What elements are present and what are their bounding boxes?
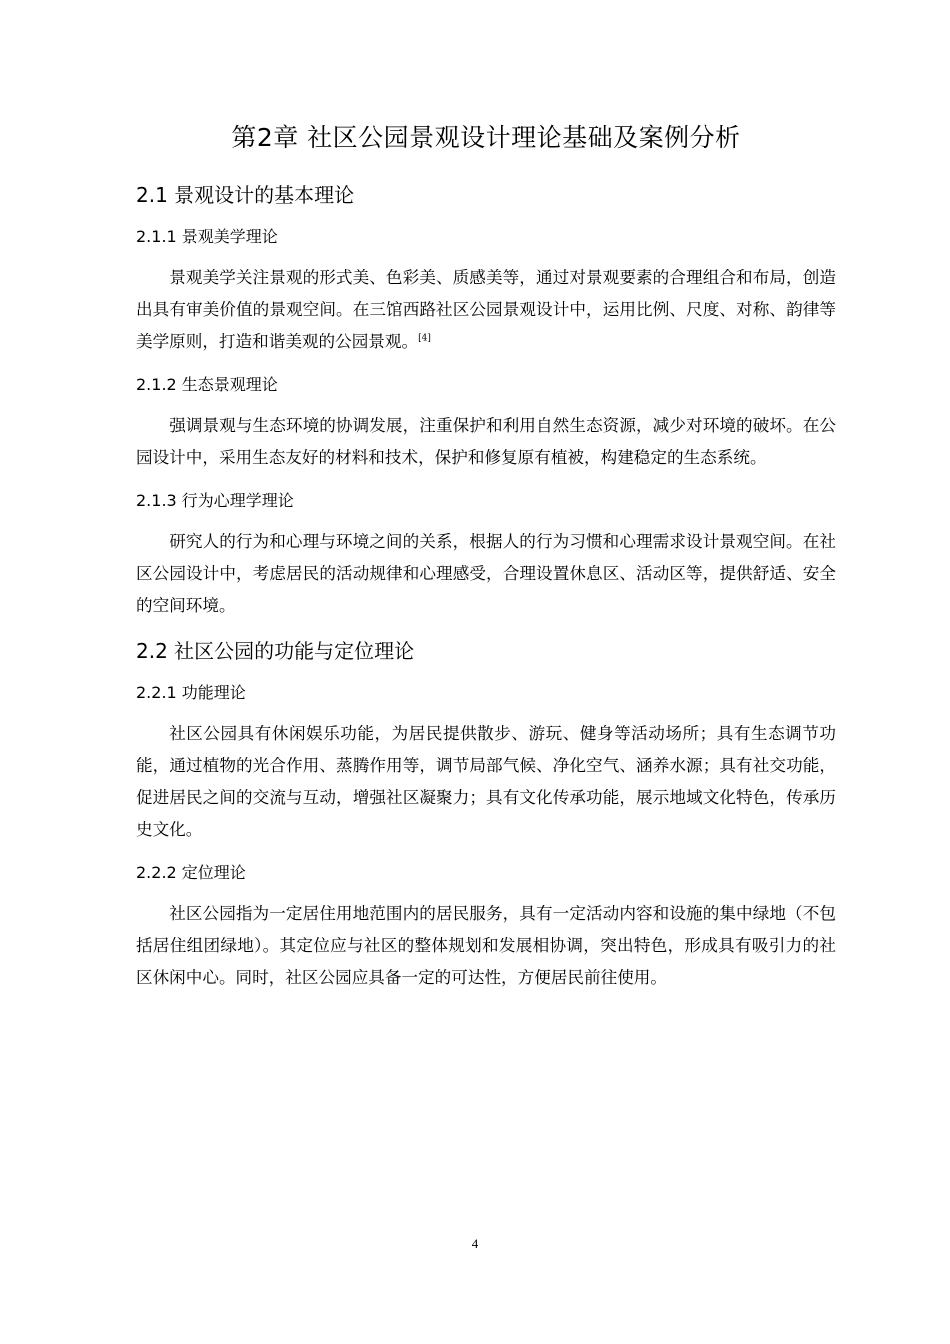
paragraph-text: 景观美学关注景观的形式美、色彩美、质感美等，通过对景观要素的合理组合和布局，创造出具有审美价值的景观空间。在三馆西路社区公园景观设计中，运用比例、尺度、对称、韵律等美学原则，打造和谐美观的公园景观。 — [136, 268, 836, 351]
section-2-1 — [136, 180, 836, 622]
paragraph — [136, 262, 836, 358]
section-heading: 2.1 景观设计的基本理论 — [136, 183, 355, 207]
subsection-heading: 2.1.2 生态景观理论 — [136, 375, 278, 394]
section-heading: 2.2 社区公园的功能与定位理论 — [136, 639, 415, 663]
subsection-heading: 2.1.1 景观美学理论 — [136, 227, 278, 246]
subsection-heading: 2.1.3 行为心理学理论 — [136, 491, 294, 510]
subsection-heading: 2.2.2 定位理论 — [136, 863, 246, 882]
paragraph: 社区公园指为一定居住用地范围内的居民服务，具有一定活动内容和设施的集中绿地（不包括居住组团绿地）。其定位应与社区的整体规划和发展相协调，突出特色，形成具有吸引力的社区休闲中心。同时，社区公园应具备一定的可达性，方便居民前往使用。 — [136, 904, 836, 987]
page-content — [136, 118, 836, 1008]
page-number: 4 — [471, 1236, 479, 1251]
section-2-2 — [136, 636, 836, 994]
paragraph: 社区公园具有休闲娱乐功能，为居民提供散步、游玩、健身等活动场所；具有生态调节功能，通过植物的光合作用、蒸腾作用等，调节局部气候、净化空气、涵养水源；具有社交功能，促进居民之间的交流与互动，增强社区凝聚力；具有文化传承功能，展示地域文化特色，传承历史文化。 — [136, 724, 836, 839]
chapter-title: 第2章 社区公园景观设计理论基础及案例分析 — [231, 123, 741, 152]
paragraph: 强调景观与生态环境的协调发展，注重保护和利用自然生态资源，减少对环境的破坏。在公园设计中，采用生态友好的材料和技术，保护和修复原有植被，构建稳定的生态系统。 — [136, 416, 836, 467]
citation-marker: [4] — [418, 333, 431, 344]
subsection-heading: 2.2.1 功能理论 — [136, 683, 246, 702]
paragraph: 研究人的行为和心理与环境之间的关系，根据人的行为习惯和心理需求设计景观空间。在社区公园设计中，考虑居民的活动规律和心理感受，合理设置休息区、活动区等，提供舒适、安全的空间环境。 — [136, 532, 836, 615]
